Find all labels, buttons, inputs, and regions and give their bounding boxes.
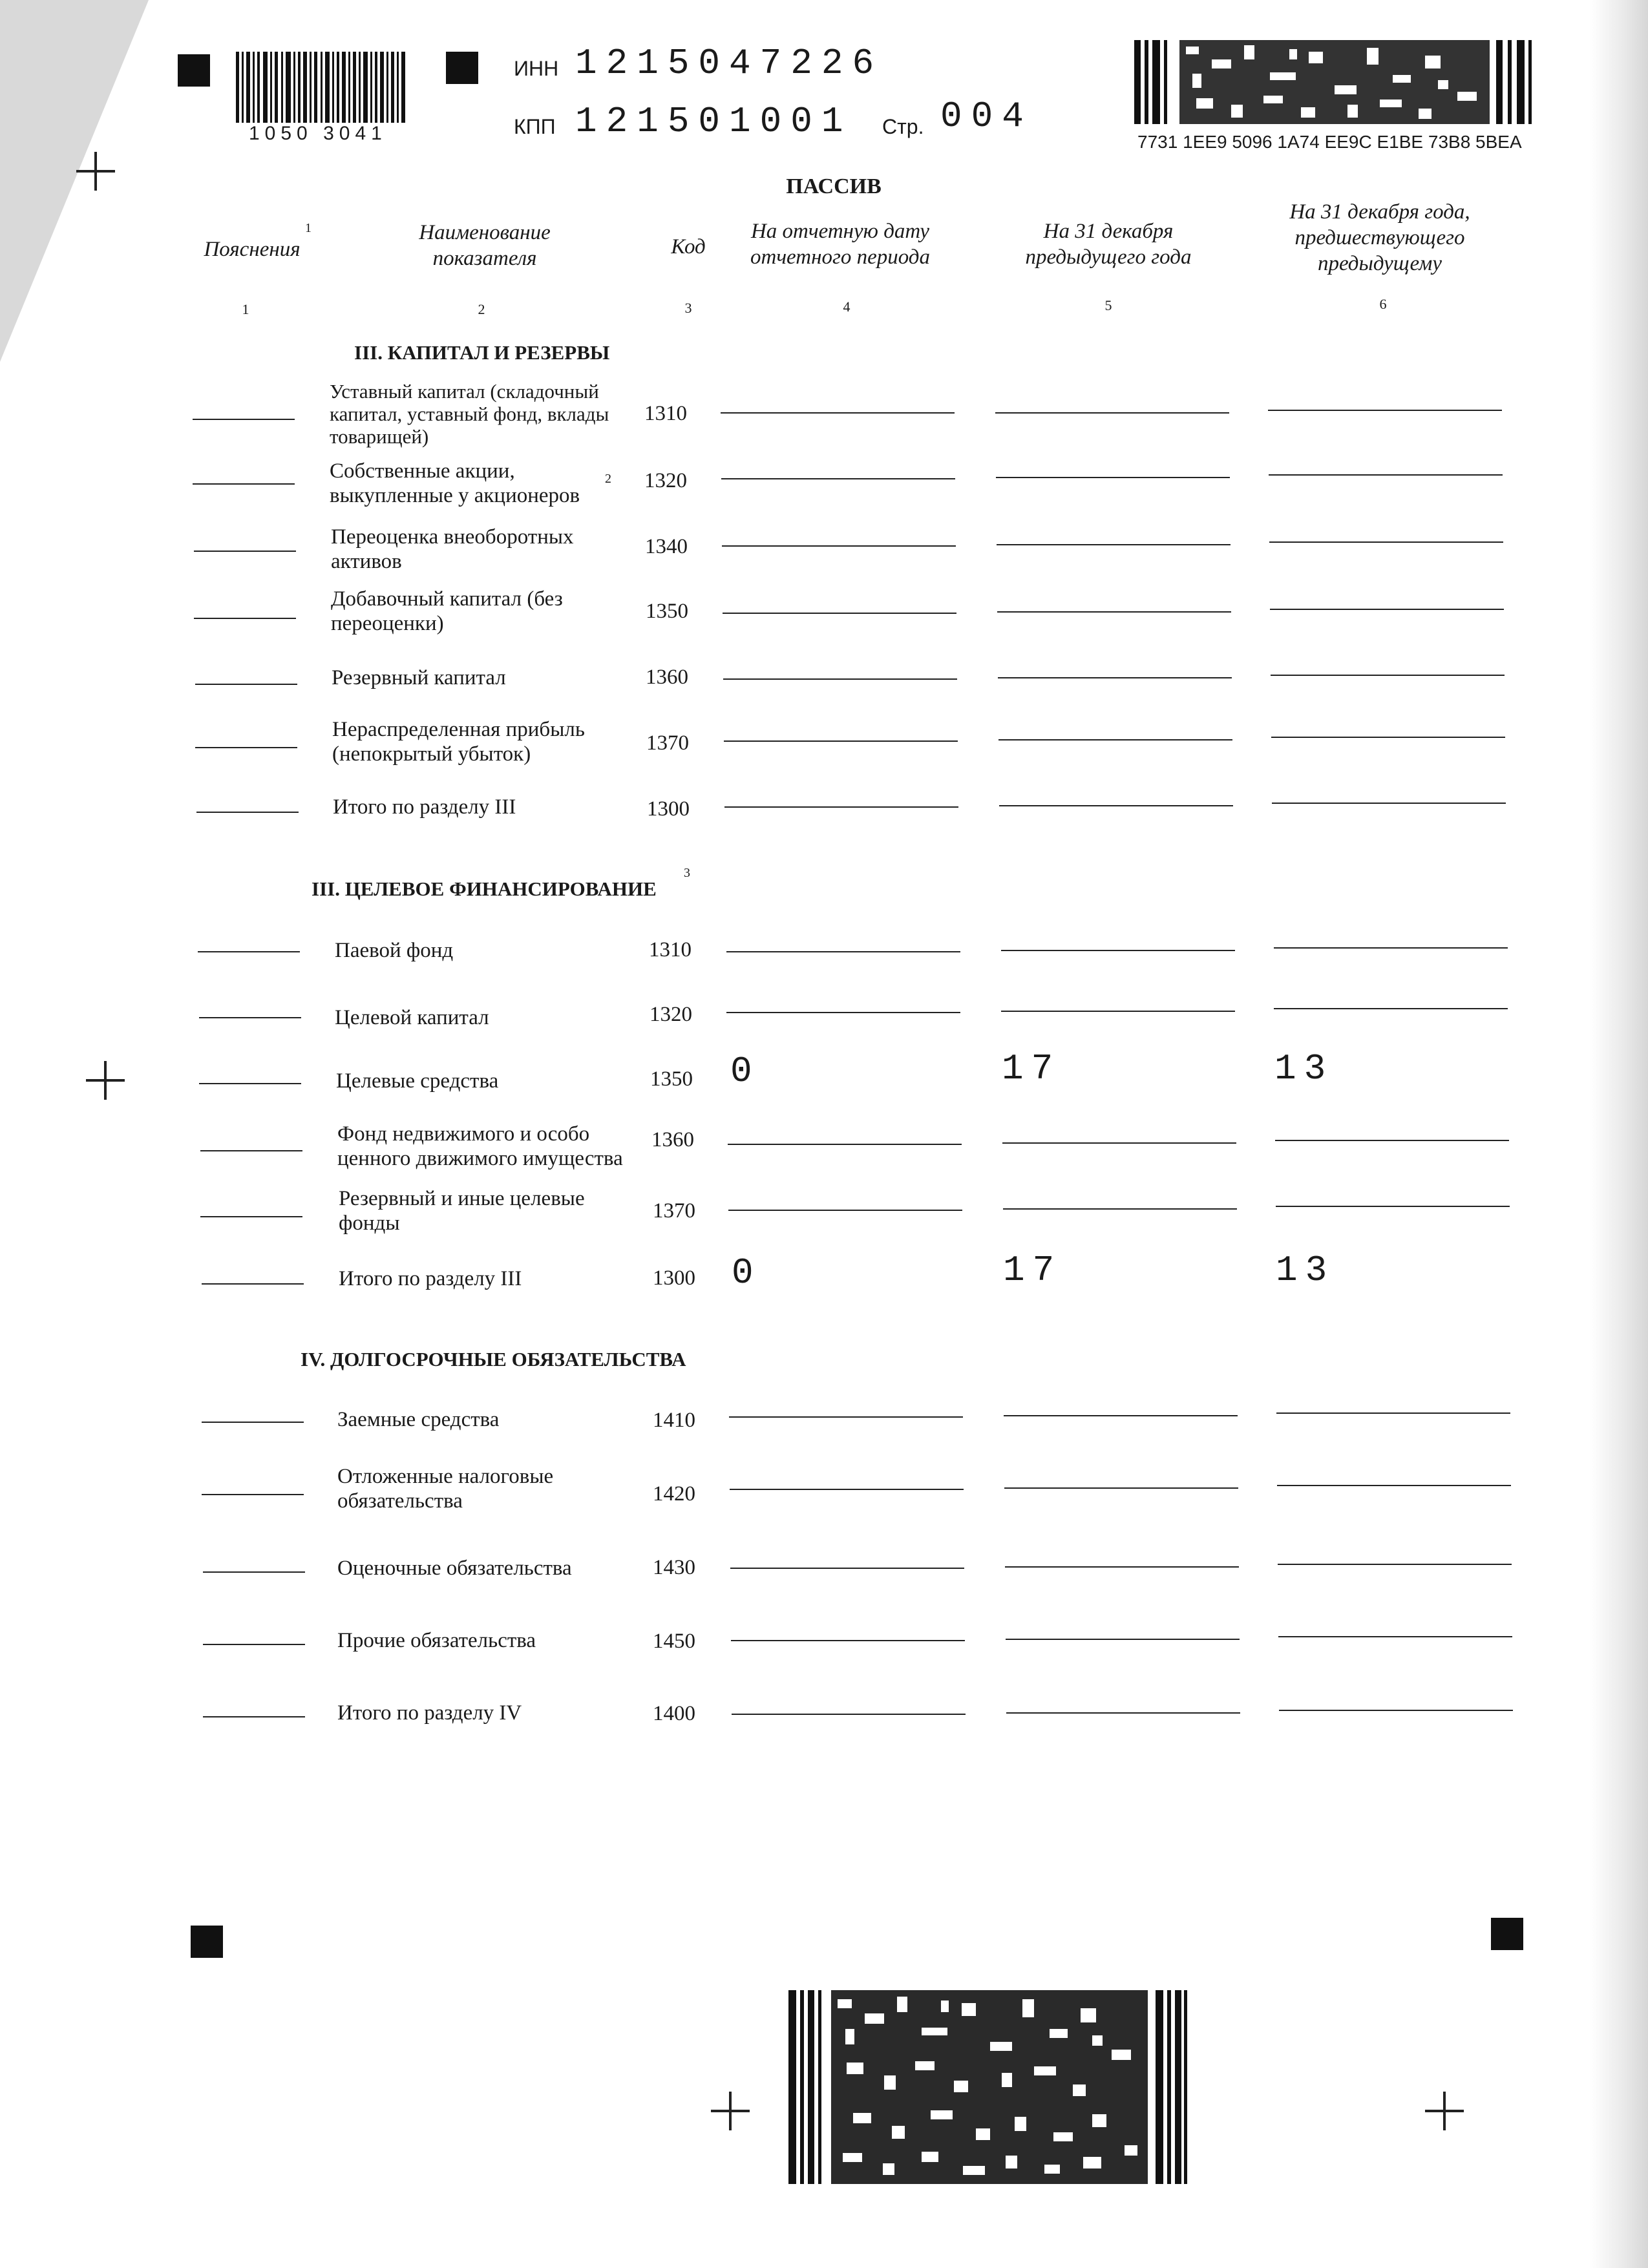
value-line — [1269, 474, 1503, 476]
value-line — [1005, 1566, 1239, 1568]
row-label: Собственные акции, выкупленные у акционеров — [330, 459, 580, 507]
value-line — [726, 1012, 960, 1013]
row-code: 1310 — [649, 938, 692, 961]
value-previous-year: 17 — [1002, 1048, 1061, 1089]
column-header-notes-text: Пояснения — [204, 238, 301, 261]
notes-line — [200, 1150, 302, 1151]
value-line — [1278, 1636, 1512, 1637]
page-number: 004 — [940, 96, 1033, 137]
row-label: Резервный капитал — [332, 666, 506, 689]
value-line — [1277, 1485, 1511, 1486]
notes-line — [199, 1083, 301, 1084]
row-code: 1420 — [653, 1482, 695, 1506]
row-code: 1350 — [646, 600, 688, 623]
value-line — [729, 1416, 963, 1418]
crosshair-icon — [76, 152, 115, 191]
value-line — [721, 412, 955, 414]
value-line — [1001, 950, 1235, 951]
notes-line — [203, 1716, 305, 1717]
row-label: Заемные средства — [337, 1408, 500, 1431]
value-line — [1274, 947, 1508, 949]
bottom-2d-barcode-icon — [788, 1990, 1189, 2184]
value-line — [998, 739, 1232, 740]
row-code: 1320 — [644, 469, 687, 492]
notes-line — [203, 1644, 305, 1645]
value-year-before: 13 — [1274, 1048, 1334, 1089]
page-label: Стр. — [882, 115, 924, 138]
folded-corner — [0, 0, 149, 362]
row-code: 1320 — [650, 1003, 692, 1026]
value-line — [1276, 1206, 1510, 1207]
value-line — [1276, 1412, 1510, 1414]
page-edge-shadow — [1590, 0, 1648, 2268]
column-header-notes — [187, 236, 317, 262]
notes-line — [195, 684, 297, 685]
row-code: 1360 — [646, 666, 688, 689]
value-line — [732, 1714, 966, 1715]
crosshair-icon — [711, 2092, 750, 2130]
notes-line — [203, 1571, 305, 1573]
value-line — [1270, 609, 1504, 610]
row-label: Итого по разделу III — [333, 795, 516, 819]
row-label: Отложенные налоговые обязательства — [337, 1465, 554, 1513]
value-current: 0 — [730, 1051, 760, 1092]
notes-line — [194, 618, 296, 619]
notes-line — [198, 951, 300, 952]
row-code: 1360 — [651, 1128, 694, 1151]
column-number: 2 — [478, 301, 485, 317]
inn-value: 1215047226 — [575, 43, 883, 84]
notes-line — [202, 1494, 304, 1495]
value-line — [1004, 1487, 1238, 1489]
barcode-icon — [236, 52, 407, 123]
value-line — [1002, 1142, 1236, 1144]
notes-line — [193, 419, 295, 420]
registration-marker — [446, 52, 478, 84]
value-line — [724, 740, 958, 742]
value-line — [995, 412, 1229, 414]
row-label: Нераспределенная прибыль (непокрытый убыток) — [332, 718, 585, 766]
value-line — [1006, 1639, 1240, 1640]
value-line — [998, 677, 1232, 678]
row-code: 1350 — [650, 1067, 693, 1091]
value-line — [1279, 1710, 1513, 1711]
notes-line — [195, 747, 297, 748]
column-number: 6 — [1379, 296, 1387, 312]
registration-marker — [191, 1926, 223, 1958]
value-line — [1268, 410, 1502, 411]
footnote-marker: 2 — [605, 472, 611, 486]
kpp-label: КПП — [514, 115, 556, 138]
row-label: Итого по разделу III — [339, 1267, 522, 1290]
value-line — [722, 545, 956, 547]
row-code: 1370 — [653, 1199, 695, 1223]
row-code: 1450 — [653, 1630, 695, 1653]
row-label: Переоценка внеоборотных активов — [331, 525, 574, 573]
value-line — [1278, 1564, 1512, 1565]
value-line — [721, 478, 955, 479]
section-title-target-financing: III. ЦЕЛЕВОЕ ФИНАНСИРОВАНИЕ — [312, 877, 657, 900]
row-label: Оценочные обязательства — [337, 1557, 572, 1580]
column-number: 5 — [1104, 297, 1112, 313]
row-label: Паевой фонд — [335, 939, 454, 962]
row-label: Уставный капитал (складочный капитал, уставный фонд, вклады товарищей) — [330, 380, 609, 448]
value-line — [997, 544, 1231, 545]
notes-line — [193, 483, 295, 485]
value-line — [999, 805, 1233, 806]
row-code: 1300 — [653, 1266, 695, 1290]
value-line — [724, 806, 958, 808]
kpp-value: 121501001 — [575, 101, 852, 142]
value-line — [1269, 541, 1503, 543]
value-line — [723, 613, 956, 614]
column-number: 3 — [684, 300, 692, 316]
column-number: 1 — [242, 301, 249, 317]
value-line — [730, 1489, 964, 1490]
row-code: 1400 — [653, 1702, 695, 1725]
qr-code-icon — [1134, 40, 1535, 124]
barcode-number: 1050 3041 — [249, 123, 387, 144]
value-year-before: 13 — [1276, 1250, 1335, 1291]
value-line — [1004, 1415, 1238, 1416]
notes-line — [196, 812, 299, 813]
value-line — [1274, 1008, 1508, 1009]
row-code: 1370 — [646, 731, 689, 755]
column-header-indicator: Наименование показателя — [419, 221, 551, 270]
footnote-marker: 3 — [684, 866, 690, 880]
column-header-current: На отчетную дату отчетного периода — [750, 220, 931, 269]
value-current: 0 — [732, 1252, 761, 1294]
row-code: 1310 — [644, 402, 687, 425]
column-header-year-before: На 31 декабря года, предшествующего предыдущему — [1289, 200, 1470, 275]
row-label: Целевые средства — [336, 1069, 499, 1093]
value-line — [726, 951, 960, 952]
value-line — [1275, 1140, 1509, 1141]
value-line — [996, 477, 1230, 478]
row-code: 1300 — [647, 797, 690, 821]
document-hash: 7731 1EE9 5096 1A74 EE9C E1BE 73B8 5BEA — [1137, 132, 1522, 152]
notes-line — [199, 1017, 301, 1018]
page-title: ПАССИВ — [786, 174, 882, 198]
crosshair-icon — [1425, 2092, 1464, 2130]
row-label: Резервный и иные целевые фонды — [339, 1187, 585, 1235]
column-number: 4 — [843, 299, 850, 315]
row-label: Фонд недвижимого и особо ценного движимого имущества — [337, 1122, 623, 1170]
notes-line — [202, 1422, 304, 1423]
value-line — [1272, 803, 1506, 804]
value-line — [997, 611, 1231, 613]
notes-line — [194, 551, 296, 552]
row-label: Прочие обязательства — [337, 1629, 536, 1652]
column-header-code: Код — [671, 235, 706, 258]
row-label: Целевой капитал — [335, 1006, 489, 1029]
row-code: 1430 — [653, 1556, 695, 1579]
value-line — [1006, 1712, 1240, 1714]
value-line — [723, 678, 957, 680]
value-line — [1003, 1208, 1237, 1210]
row-code: 1410 — [653, 1409, 695, 1432]
row-label: Итого по разделу IV — [337, 1701, 522, 1725]
value-line — [728, 1210, 962, 1211]
value-line — [730, 1568, 964, 1569]
notes-line — [200, 1216, 302, 1217]
value-line — [1001, 1011, 1235, 1012]
section-title-long-term-liabilities: IV. ДОЛГОСРОЧНЫЕ ОБЯЗАТЕЛЬСТВА — [301, 1348, 686, 1370]
column-header-previous-year: На 31 декабря предыдущего года — [1025, 220, 1192, 269]
notes-line — [202, 1283, 304, 1285]
value-line — [1271, 737, 1505, 738]
crosshair-icon — [86, 1061, 125, 1100]
inn-label: ИНН — [514, 57, 559, 80]
registration-marker — [1491, 1918, 1523, 1950]
row-code: 1340 — [645, 535, 688, 558]
row-label: Добавочный капитал (без переоценки) — [331, 587, 563, 635]
value-line — [1271, 675, 1505, 676]
section-title-capital: III. КАПИТАЛ И РЕЗЕРВЫ — [354, 341, 610, 364]
value-line — [731, 1640, 965, 1641]
value-previous-year: 17 — [1003, 1250, 1062, 1291]
value-line — [728, 1144, 962, 1145]
footnote-marker: 1 — [305, 221, 312, 235]
registration-marker — [178, 54, 210, 87]
